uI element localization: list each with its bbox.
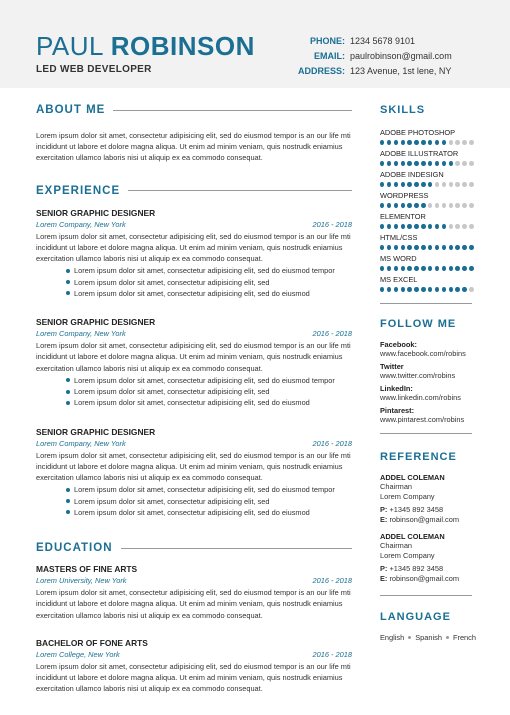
rating-dot-filled-icon [428, 161, 432, 166]
contact-label: PHONE: [309, 36, 345, 46]
education-entry [36, 564, 352, 621]
job-role: LED WEB DEVELOPER [36, 64, 152, 75]
contact-address [298, 64, 472, 79]
skill-rating [380, 161, 476, 166]
education-dates: 2016 - 2018 [312, 649, 352, 659]
phone-label: P: [380, 564, 388, 573]
rating-dot-filled-icon [421, 140, 425, 145]
rating-dot-filled-icon [442, 245, 446, 250]
rating-dot-filled-icon [421, 224, 425, 229]
rating-dot-filled-icon [407, 266, 411, 271]
language-item: English [380, 633, 405, 642]
job-title: SENIOR GRAPHIC DESIGNER [36, 317, 156, 328]
rating-dot-filled-icon [401, 161, 405, 166]
about-section-title [36, 104, 352, 116]
separator-dot-icon [408, 636, 411, 639]
section-title-text: SKILLS [380, 104, 426, 116]
phone-value: +1345 892 3458 [389, 505, 444, 514]
divider-line [380, 595, 472, 596]
reference-name: ADDEL COLEMAN [380, 473, 445, 482]
skill-rating [380, 224, 476, 229]
contact-value: 1234 5678 9101 [350, 36, 416, 46]
rating-dot-filled-icon [380, 203, 384, 208]
job-dates: 2016 - 2018 [312, 438, 352, 448]
rating-dot-filled-icon [442, 224, 446, 229]
rating-dot-filled-icon [380, 266, 384, 271]
bullet-item: Lorem ipsum dolor sit amet, consectetur adipisicing elit, sed do eiusmod [66, 397, 352, 408]
rating-dot-filled-icon [449, 266, 453, 271]
section-title-text: FOLLOW ME [380, 318, 457, 330]
rating-dot-filled-icon [401, 224, 405, 229]
section-title-text: EXPERIENCE [36, 184, 121, 197]
degree-title: BACHELOR OF FONE ARTS [36, 637, 148, 648]
reference-email [380, 515, 476, 525]
rating-dot-filled-icon [394, 203, 398, 208]
reference-position: Chairman [380, 482, 413, 491]
phone-value: +1345 892 3458 [389, 564, 444, 573]
rating-dot-filled-icon [428, 245, 432, 250]
rating-dot-filled-icon [387, 266, 391, 271]
job-description: Lorem ipsum dolor sit amet, consectetur adipisicing elit, sed do eiusmod tempor is an our life mti incididunt ut labore et dolore magna aliqua. Ut enim ad minim veniam, quis nostrudk eniamius exercitation ullamco laboris nisi ut aliquip ex ea commodo consequat. [36, 231, 351, 264]
skill-name: ADOBE INDESIGN [380, 170, 444, 179]
rating-dot-filled-icon [414, 140, 418, 145]
section-title-text: LANGUAGE [380, 611, 451, 623]
rating-dot-filled-icon [407, 203, 411, 208]
rating-dot-filled-icon [421, 182, 425, 187]
job-title: SENIOR GRAPHIC DESIGNER [36, 207, 156, 218]
sidebar [380, 104, 476, 642]
rating-dot-filled-icon [449, 287, 453, 292]
main-column [36, 104, 352, 694]
contact-value: paulrobinson@gmail.com [350, 51, 452, 61]
rating-dot-empty-icon [462, 182, 466, 187]
rating-dot-empty-icon [462, 203, 466, 208]
experience-section-title [36, 185, 352, 197]
rating-dot-empty-icon [442, 203, 446, 208]
rating-dot-filled-icon [394, 266, 398, 271]
email-value: robinson@gmail.com [389, 574, 459, 583]
skill-name: ELEMENTOR [380, 212, 426, 221]
rating-dot-filled-icon [387, 203, 391, 208]
rating-dot-filled-icon [414, 182, 418, 187]
education-description: Lorem ipsum dolor sit amet, consectetur adipisicing elit, sed do eiusmod tempor is an our life mti incididunt ut labore et dolore magna aliqua. Ut enim ad minim veniam, quis nostrudk eniamius exercitation ullamco laboris nisi ut aliquip ex ea commodo consequat. [36, 661, 351, 694]
job-bullets [66, 375, 352, 409]
rating-dot-filled-icon [455, 287, 459, 292]
first-name: PAUL [36, 31, 104, 61]
reference-entry [380, 532, 476, 584]
job-entry [36, 427, 352, 519]
language-item: French [452, 633, 476, 642]
rating-dot-filled-icon [401, 266, 405, 271]
job-company: Lorem Company, New York [36, 329, 126, 339]
reference-name: ADDEL COLEMAN [380, 532, 445, 541]
rating-dot-empty-icon [435, 182, 439, 187]
contact-phone [298, 34, 472, 49]
rating-dot-filled-icon [449, 161, 453, 166]
rating-dot-empty-icon [469, 182, 473, 187]
rating-dot-filled-icon [421, 287, 425, 292]
contact-value: 123 Avenue, 1st lene, NY [350, 66, 452, 76]
skill-name: ADOBE ILLUSTRATOR [380, 149, 459, 158]
rating-dot-empty-icon [455, 203, 459, 208]
rating-dot-filled-icon [401, 140, 405, 145]
rating-dot-filled-icon [421, 266, 425, 271]
social-label: Twitter [380, 362, 404, 371]
rating-dot-filled-icon [462, 245, 466, 250]
job-meta [36, 439, 352, 448]
rating-dot-filled-icon [407, 182, 411, 187]
rating-dot-empty-icon [449, 140, 453, 145]
skills-section-title [380, 104, 476, 116]
bullet-item: Lorem ipsum dolor sit amet, consectetur adipisicing elit, sed [66, 496, 352, 507]
rating-dot-empty-icon [442, 182, 446, 187]
rating-dot-filled-icon [394, 161, 398, 166]
rating-dot-filled-icon [380, 245, 384, 250]
rating-dot-filled-icon [407, 245, 411, 250]
reference-phone [380, 564, 476, 574]
divider-line [113, 110, 352, 111]
job-meta [36, 220, 352, 229]
rating-dot-filled-icon [435, 245, 439, 250]
rating-dot-filled-icon [401, 182, 405, 187]
rating-dot-empty-icon [455, 140, 459, 145]
education-meta [36, 650, 352, 659]
bullet-item: Lorem ipsum dolor sit amet, consectetur adipisicing elit, sed do eiusmod tempor [66, 375, 352, 386]
school-name: Lorem University, New York [36, 576, 127, 586]
bullet-item: Lorem ipsum dolor sit amet, consectetur adipisicing elit, sed [66, 277, 352, 288]
rating-dot-filled-icon [414, 161, 418, 166]
degree-title: MASTERS OF FINE ARTS [36, 564, 138, 575]
bullet-item: Lorem ipsum dolor sit amet, consectetur adipisicing elit, sed do eiusmod [66, 288, 352, 299]
divider-line [128, 190, 352, 191]
job-company: Lorem Company, New York [36, 438, 126, 448]
skill-rating [380, 287, 476, 292]
rating-dot-empty-icon [435, 203, 439, 208]
facebook-link[interactable]: www.facebook.com/robins [380, 349, 466, 358]
reference-position: Chairman [380, 541, 413, 550]
rating-dot-filled-icon [414, 224, 418, 229]
rating-dot-filled-icon [414, 266, 418, 271]
contact-label: EMAIL: [314, 51, 345, 61]
rating-dot-filled-icon [407, 161, 411, 166]
skill-name: ADOBE PHOTOSHOP [380, 128, 456, 137]
follow-section-title [380, 318, 476, 330]
reference-phone [380, 505, 476, 515]
email-label: E: [380, 574, 388, 583]
rating-dot-empty-icon [469, 287, 473, 292]
rating-dot-filled-icon [414, 287, 418, 292]
language-section-title [380, 611, 476, 623]
rating-dot-filled-icon [428, 182, 432, 187]
reference-company: Lorem Company [380, 492, 435, 501]
bullet-item: Lorem ipsum dolor sit amet, consectetur adipisicing elit, sed [66, 386, 352, 397]
email-value: robinson@gmail.com [389, 515, 459, 524]
education-section-title [36, 542, 352, 554]
section-title-text: EDUCATION [36, 542, 113, 555]
rating-dot-filled-icon [380, 224, 384, 229]
header [0, 0, 510, 88]
rating-dot-filled-icon [455, 266, 459, 271]
reference-section-title [380, 451, 476, 463]
rating-dot-filled-icon [462, 287, 466, 292]
section-title-text: REFERENCE [380, 451, 457, 463]
rating-dot-filled-icon [442, 161, 446, 166]
phone-label: P: [380, 505, 388, 514]
skill-name: MS WORD [380, 254, 417, 263]
rating-dot-empty-icon [455, 182, 459, 187]
education-meta [36, 576, 352, 585]
rating-dot-filled-icon [414, 245, 418, 250]
rating-dot-filled-icon [380, 182, 384, 187]
skill-rating [380, 266, 476, 271]
reference-entry [380, 473, 476, 525]
bullet-item: Lorem ipsum dolor sit amet, consectetur adipisicing elit, sed do eiusmod tempor [66, 265, 352, 276]
full-name [36, 31, 255, 61]
rating-dot-filled-icon [394, 287, 398, 292]
rating-dot-filled-icon [428, 287, 432, 292]
rating-dot-filled-icon [435, 287, 439, 292]
rating-dot-filled-icon [387, 140, 391, 145]
separator-dot-icon [446, 636, 449, 639]
section-title-text: ABOUT ME [36, 104, 106, 116]
job-entry [36, 208, 352, 300]
rating-dot-filled-icon [442, 266, 446, 271]
job-bullets [66, 484, 352, 518]
language-item: Spanish [415, 633, 442, 642]
skill-rating [380, 182, 476, 187]
skill-rating [380, 203, 476, 208]
rating-dot-empty-icon [462, 224, 466, 229]
job-bullets [66, 265, 352, 299]
rating-dot-filled-icon [428, 224, 432, 229]
rating-dot-empty-icon [469, 224, 473, 229]
rating-dot-filled-icon [421, 161, 425, 166]
rating-dot-filled-icon [428, 266, 432, 271]
rating-dot-filled-icon [401, 203, 405, 208]
school-name: Lorem College, New York [36, 649, 120, 659]
bullet-item: Lorem ipsum dolor sit amet, consectetur adipisicing elit, sed do eiusmod [66, 507, 352, 518]
job-description: Lorem ipsum dolor sit amet, consectetur adipisicing elit, sed do eiusmod tempor is an our life mti incididunt ut labore et dolore magna aliqua. Ut enim ad minim veniam, quis nostrudk eniamius exercitation ullamco laboris nisi ut aliquip ex ea commodo consequat. [36, 341, 351, 373]
rating-dot-filled-icon [455, 245, 459, 250]
rating-dot-filled-icon [421, 245, 425, 250]
rating-dot-filled-icon [435, 140, 439, 145]
rating-dot-empty-icon [449, 203, 453, 208]
contact-block [298, 34, 472, 79]
social-label: Facebook: [380, 340, 417, 349]
contact-email [298, 49, 472, 64]
reference-company: Lorem Company [380, 551, 435, 560]
rating-dot-empty-icon [449, 224, 453, 229]
education-dates: 2016 - 2018 [312, 576, 352, 586]
rating-dot-filled-icon [380, 287, 384, 292]
rating-dot-filled-icon [394, 140, 398, 145]
rating-dot-filled-icon [414, 203, 418, 208]
rating-dot-filled-icon [442, 140, 446, 145]
skill-name: MS EXCEL [380, 275, 418, 284]
language-list [380, 633, 476, 642]
job-entry [36, 317, 352, 409]
divider-line [380, 303, 472, 304]
rating-dot-filled-icon [401, 245, 405, 250]
rating-dot-filled-icon [387, 161, 391, 166]
email-label: E: [380, 515, 388, 524]
rating-dot-empty-icon [469, 161, 473, 166]
divider-line [380, 433, 472, 434]
bullet-item: Lorem ipsum dolor sit amet, consectetur adipisicing elit, sed do eiusmod tempor [66, 484, 352, 495]
job-company: Lorem Company, New York [36, 219, 126, 229]
rating-dot-filled-icon [435, 161, 439, 166]
rating-dot-filled-icon [469, 266, 473, 271]
rating-dot-filled-icon [401, 287, 405, 292]
rating-dot-empty-icon [455, 161, 459, 166]
twitter-link[interactable]: www.twitter.com/robins [380, 371, 456, 380]
rating-dot-empty-icon [469, 203, 473, 208]
job-dates: 2016 - 2018 [312, 219, 352, 229]
rating-dot-empty-icon [449, 182, 453, 187]
rating-dot-filled-icon [387, 224, 391, 229]
rating-dot-filled-icon [380, 140, 384, 145]
social-label: LinkedIn: [380, 384, 413, 393]
job-meta [36, 329, 352, 338]
about-text: Lorem ipsum dolor sit amet, consectetur adipisicing elit, sed do eiusmod tempor is an our life mti incididunt ut labore et dolore magna aliqua. Ut enim ad minim veniam, quis nostrudk eniamius exercitation ullamco laboris nisi ut aliquip ex ea commodo consequat. [36, 131, 351, 163]
education-description: Lorem ipsum dolor sit amet, consectetur adipisicing elit, sed do eiusmod tempor is an our life mti incididunt ut labore et dolore magna aliqua. Ut enim ad minim veniam, quis nostrudk eniamius exercitation ullamco laboris nisi ut aliquip ex ea commodo consequat. [36, 588, 351, 620]
job-title: SENIOR GRAPHIC DESIGNER [36, 426, 156, 437]
rating-dot-filled-icon [394, 245, 398, 250]
rating-dot-filled-icon [428, 140, 432, 145]
social-list [380, 340, 476, 424]
reference-email [380, 574, 476, 584]
rating-dot-empty-icon [462, 140, 466, 145]
rating-dot-filled-icon [387, 287, 391, 292]
rating-dot-filled-icon [407, 224, 411, 229]
last-name: ROBINSON [110, 31, 255, 61]
rating-dot-filled-icon [469, 245, 473, 250]
rating-dot-empty-icon [428, 203, 432, 208]
rating-dot-filled-icon [387, 182, 391, 187]
skill-name: HTML/CSS [380, 233, 418, 242]
rating-dot-filled-icon [435, 224, 439, 229]
job-dates: 2016 - 2018 [312, 329, 352, 339]
rating-dot-empty-icon [462, 161, 466, 166]
social-label: Pintarest: [380, 406, 415, 415]
rating-dot-filled-icon [462, 266, 466, 271]
rating-dot-filled-icon [394, 182, 398, 187]
skill-rating [380, 140, 476, 145]
rating-dot-filled-icon [421, 203, 425, 208]
rating-dot-empty-icon [455, 224, 459, 229]
contact-label: ADDRESS: [297, 66, 345, 76]
education-entry [36, 638, 352, 695]
pinterest-link[interactable]: www.pintarest.com/robins [380, 415, 465, 424]
rating-dot-filled-icon [435, 266, 439, 271]
skill-name: WORDPRESS [380, 191, 429, 200]
divider-line [121, 548, 352, 549]
rating-dot-filled-icon [380, 161, 384, 166]
linkedin-link[interactable]: www.linkedin.com/robins [380, 393, 461, 402]
job-description: Lorem ipsum dolor sit amet, consectetur adipisicing elit, sed do eiusmod tempor is an our life mti incididunt ut labore et dolore magna aliqua. Ut enim ad minim veniam, quis nostrudk eniamius exercitation ullamco laboris nisi ut aliquip ex ea commodo consequat. [36, 450, 351, 483]
rating-dot-filled-icon [387, 245, 391, 250]
skills-list [380, 128, 476, 292]
rating-dot-filled-icon [407, 140, 411, 145]
rating-dot-filled-icon [449, 245, 453, 250]
rating-dot-filled-icon [407, 287, 411, 292]
rating-dot-filled-icon [394, 224, 398, 229]
rating-dot-filled-icon [442, 287, 446, 292]
rating-dot-empty-icon [469, 140, 473, 145]
skill-rating [380, 245, 476, 250]
